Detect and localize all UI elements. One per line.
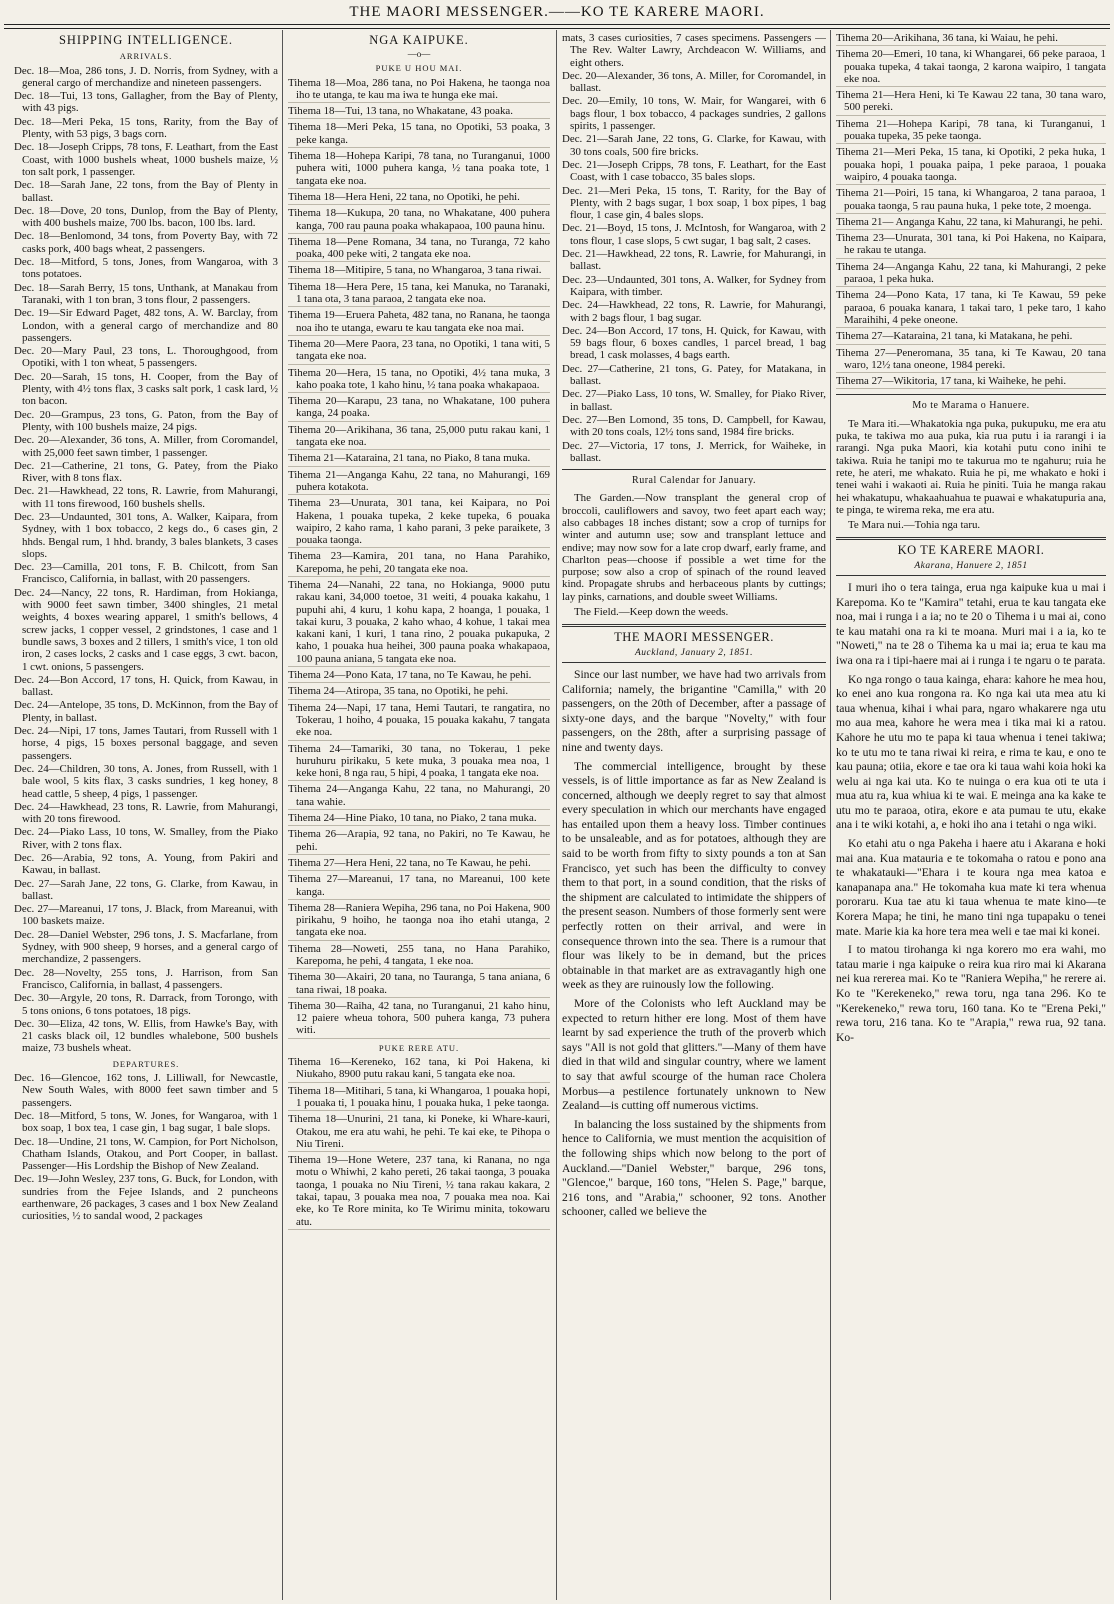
shipping-entry: Dec. 24—Bon Accord, 17 tons, H. Quick, from Kawau, in ballast.	[14, 673, 278, 699]
departures-list	[14, 1072, 278, 1223]
shipping-entry: Tihema 27—Wikitoria, 17 tana, ki Waiheke, he pehi.	[836, 375, 1106, 389]
shipping-entry: Tihema 21—Anganga Kahu, 22 tana, no Mahurangi, 169 puhera kotakota.	[288, 469, 550, 496]
english-editorial-column	[562, 32, 826, 1598]
shipping-entry: Dec. 21—Joseph Cripps, 78 tons, F. Leathart, for the East Coast, with 1 case tobacco, 35 bales slops.	[562, 158, 826, 184]
shipping-entry: Tihema 24—Hine Piako, 10 tana, no Piako, 2 tana muka.	[288, 812, 550, 826]
shipping-entry: Dec. 18—Moa, 286 tons, J. D. Norris, from Sydney, with a general cargo of merchandize and nineteen passengers.	[14, 64, 278, 89]
shipping-entry: Dec. 24—Antelope, 35 tons, D. McKinnon, from the Bay of Plenty, in ballast.	[14, 699, 278, 724]
shipping-entry: Dec. 24—Piako Lass, 10 tons, W. Smalley, from the Piako River, with 2 tons flax.	[14, 826, 278, 851]
editorial-paragraph: Since our last number, we have had two arrivals from California; namely, the brigantine "Camilla," with 20 passengers, on the 20th of December, after a passage of sixty-one days, and the barque "Novelty," with four passengers, on the 28th, after a surprising passage of nine and twenty days.	[562, 667, 826, 754]
shipping-entry: Dec. 24—Nipi, 17 tons, James Tautari, from Russell with 1 horse, 4 pigs, 15 boxes personal baggage, and seven passengers.	[14, 725, 278, 762]
arrivals-heading: PUKE U HOU MAI.	[375, 63, 463, 74]
maori-editorial-column	[836, 32, 1106, 1598]
shipping-entry: Dec. 30—Eliza, 42 tons, W. Ellis, from Hawke's Bay, with 21 casks black oil, 12 bundles whalebone, 500 bushels maize, 73 bushels wheat.	[14, 1017, 278, 1055]
editorial-paragraph: Ko nga rongo o taua kainga, ehara: kahore he mea hou, ko enei ano kua rongona ra. Ko nga kai uta mea atu ki taua whenua, kihai i whai para, ngaro whakarere nga utu mo aua mea, kahore he wera mea i tika mai ki a ratou. Kahore he utu mo te papa ki taua whenua i tenei takiwa; ko te utu mo te tana riwai ki reira, e rima te kau, e ono te kau pauna; otiia, ekore e tae ora ki taua wahi koia hoki ka welu ai nga kai uta. Ko te nuinga o era kua oti te uta i mua atu ra, kua whiua ki te wai. E meinga ana ka kake te utu mo te paraoa, otira, ekore e ata pumau te utu, ekake ana i te wiki kotahi, a, e hoki iho ana i tetahi o nga wiki.	[836, 672, 1106, 832]
shipping-entry: Dec. 19—John Wesley, 237 tons, G. Buck, for London, with sundries from the Fejee Islands, and 2 puncheons earthenware, 26 packages, 3 cases and 1 box New Zealand curiosities, ½ to sandal wood, 2 packages	[14, 1173, 278, 1223]
shipping-entry: Tihema 24—Nanahi, 22 tana, no Hokianga, 9000 putu rakau kani, 34,000 toetoe, 31 weiti, 4 pouaka kakahu, 1 pupuhi ahi, 4 kuru, 1 kohu kapa, 2 hoanga, 1 pouaka, 1 takai kuru, 3 pouaka, 2 kaho whao, 4 kohue, 1 takai mea kakani kani, 1 kuri, 1 tana rino, 2 pouaka pukapuka, 2 kaho, 1 pouaka hua heihei, 300 pauna poaka whakapaoa, 100 pauna aniana, 5 tangata eke noa.	[288, 579, 550, 667]
shipping-entry: Dec. 20—Grampus, 23 tons, G. Paton, from the Bay of Plenty, with 100 bushels maize, 24 pigs.	[14, 408, 278, 433]
shipping-entry: Tihema 20—Arikihana, 36 tana, 25,000 putu rakau kani, 1 tangata eke noa.	[288, 424, 550, 451]
rural-calendar-garden: The Garden.—Now transplant the general crop of broccoli, cauliflowers and savoy, two feet apart each way; also cabbages 18 inches distant; sow a crop of turnips for winter and autumn use; sow and transplant lettuce and endive; may now sow for a late crop dwarf, early frame, and Charlton peas—choose if possible a wet time for the purpose; sow also a crop of spinach of the round leaved kind. Propagate shrubs and herbaceous plants by cuttings; lay pinks, carnations, and double sweet Williams.	[562, 492, 826, 603]
shipping-entry: Dec. 18—Mitford, 5 tons, Jones, from Wangaroa, with 3 tons potatoes.	[14, 256, 278, 281]
shipping-entry: Dec. 16—Glencoe, 162 tons, J. Lilliwall, for Newcastle, New South Wales, with 8000 feet sawn timber and 5 passengers.	[14, 1072, 278, 1109]
shipping-entry: Tihema 20—Mere Paora, 23 tana, no Opotiki, 1 tana witi, 5 tangata eke noa.	[288, 338, 550, 365]
shipping-entry: Tihema 24—Anganga Kahu, 22 tana, no Mahurangi, 20 tana wahie.	[288, 783, 550, 810]
section-title: NGA KAIPUKE.	[369, 33, 469, 47]
shipping-entry: Dec. 19—Sir Edward Paget, 482 tons, A. W. Barclay, from London, with a general cargo of merchandize and 80 passengers.	[14, 307, 278, 344]
shipping-entry: Dec. 27—Ben Lomond, 35 tons, D. Campbell, for Kawau, with 20 tons coals, 12½ tons sand, 1984 fire bricks.	[562, 413, 826, 439]
shipping-entry: Tihema 18—Meri Peka, 15 tana, no Opotiki, 53 poaka, 3 peke kanga.	[288, 121, 550, 148]
shipping-entry: Tihema 21—Poiri, 15 tana, ki Whangaroa, 2 tana paraoa, 1 pouaka taonga, 5 rau pauna huka, 1 peke tote, 2 moenga.	[836, 187, 1106, 214]
departures-heading: PUKE RERE ATU.	[378, 1042, 460, 1053]
shipping-entry: Tihema 27—Mareanui, 17 tana, no Mareanui, 100 kete kanga.	[288, 873, 550, 900]
shipping-entry: Dec. 21—Boyd, 15 tons, J. McIntosh, for Wangaroa, with 2 tons flour, 1 case slops, 5 cwt sugar, 1 bag salt, 2 cases.	[562, 222, 826, 247]
shipping-entry: Dec. 21—Catherine, 21 tons, G. Patey, from the Piako River, with 8 tons flax.	[14, 459, 278, 485]
departures-continued-list	[562, 32, 826, 464]
shipping-entry: Dec. 28—Daniel Webster, 296 tons, J. S. Macfarlane, from Sydney, with 900 sheep, 9 horses, and a general cargo of merchandize, 2 passengers.	[14, 928, 278, 966]
masthead-rule	[4, 24, 1110, 29]
section-title: SHIPPING INTELLIGENCE.	[58, 33, 234, 47]
shipping-entry: Tihema 26—Arapia, 92 tana, no Pakiri, no Te Kawau, he pehi.	[288, 828, 550, 855]
shipping-entry: Tihema 18—Tui, 13 tana, no Whakatane, 43 poaka.	[288, 105, 550, 119]
shipping-entry: Dec. 21—Sarah Jane, 22 tons, G. Clarke, for Kawau, with 30 tons coals, 500 fire bricks.	[562, 133, 826, 158]
shipping-entry: Tihema 24—Tamariki, 30 tana, no Tokerau, 1 peke huruhuru pirikaku, 5 kete muka, 3 pouaka mea noa, 1 keke honi, 8 nga rau, 5 hipi, 4 poaka, 1 tangata eke noa.	[288, 743, 550, 782]
column-divider	[282, 30, 283, 1600]
shipping-entry: Tihema 18—Moa, 286 tana, no Poi Hakena, he taonga noa iho te utanga, te kau ma iwa te hunga eke mai.	[288, 77, 550, 104]
editorial-paragraph: In balancing the loss sustained by the shipments from hence to California, we must mention the acquisition of the following ships which now belong to the port of Auckland.—"Daniel Webster," barque, 296 tons, "Glencoe," barque, 160 tons, "Helen S. Page," barque, 216 tons, and "Arabia," schooner, 92 tons. Another schooner, called we believe the	[562, 1117, 826, 1219]
shipping-entry: Tihema 18—Unurini, 21 tana, ki Poneke, ki Whare-kauri, Otakou, me era atu wahi, he pehi. Te kai eke, te Pihopa o Niu Tireni.	[288, 1113, 550, 1152]
shipping-entry: Tihema 30—Raiha, 42 tana, no Turanganui, 21 kaho hinu, 12 paiere wheua tohora, 500 puhera kanga, 73 puhera witi.	[288, 1000, 550, 1039]
editorial-body	[562, 668, 826, 1220]
nga-kaipuke-column	[288, 32, 550, 1598]
shipping-entry: mats, 3 cases curiosities, 7 cases specimens. Passengers — The Rev. Walter Lawry, Archdeacon W. Williams, and eight others.	[562, 32, 826, 69]
column-divider	[830, 30, 831, 1600]
shipping-entry: Dec. 24—Hawkhead, 23 tons, R. Lawrie, from Mahurangi, with 20 tons firewood.	[14, 800, 278, 826]
masthead-title: THE MAORI MESSENGER.——KO TE KARERE MAORI.	[349, 4, 765, 20]
column-divider	[556, 30, 557, 1600]
shipping-entry: Tihema 27—Kataraina, 21 tana, ki Matakana, he pehi.	[836, 330, 1106, 344]
shipping-entry: Tihema 28—Raniera Wepiha, 296 tana, no Poi Hakena, 900 pirikahu, 9 hoiho, he taonga noa iho etahi utanga, 2 tangata eke noa.	[288, 902, 550, 941]
shipping-entry: Tihema 27—Hera Heni, 22 tana, no Te Kawau, he pehi.	[288, 857, 550, 871]
month-calendar-heading: Mo te Marama o Hanuere.	[912, 400, 1030, 412]
shipping-entry: Dec. 28—Novelty, 255 tons, J. Harrison, from San Francisco, California, in ballast, 4 passengers.	[14, 966, 278, 991]
departures-continued-list	[836, 32, 1106, 389]
editorial-paragraph: I muri iho o tera tainga, erua nga kaipuke kua u mai i Karepoma. Ko te "Kamira" tetahi, erua te kau tangata eke noa, mai i runga i a ia; no te 20 o Tihema i u mai ai, cono te kau matahi ona ra ki te moana. Muri mai i a ia, ko te "Noweti," na te 28 o Tihema ka u mai ia; erua te kau ma iwa ona ra i tipi-haere mai ai i runga i te ngaru o te parata.	[836, 580, 1106, 667]
divider	[836, 394, 1106, 395]
shipping-entry: Dec. 27—Piako Lass, 10 tons, W. Smalley, for Piako River, in ballast.	[562, 388, 826, 413]
shipping-entry: Dec. 20—Alexander, 36 tons, A. Miller, for Coromandel, in ballast.	[562, 69, 826, 95]
departures-list	[288, 1056, 550, 1230]
shipping-entry: Tihema 16—Kereneko, 162 tana, ki Poi Hakena, ki Niukaho, 8900 putu rakau kani, 5 tangata eke noa.	[288, 1056, 550, 1083]
shipping-entry: Dec. 24—Nancy, 22 tons, R. Hardiman, from Hokianga, with 9000 feet sawn timber, 3400 shingles, 21 metal weights, 4 boxes wearing apparel, 1 smith's bellows, 4 screw jacks, 1 copper vessel, 2 grindstones, 1 case and 1 bundle saws, 3 boxes and 2 tillers, 1 smith's vice, 1 ton old iron, 2 cases locks, 2 casks and 1 case eggs, 3 cwt. bacon, 1 cwt. onions, 5 passengers.	[14, 586, 278, 673]
shipping-entry: Dec. 18—Tui, 13 tons, Gallagher, from the Bay of Plenty, with 43 pigs.	[14, 90, 278, 115]
shipping-entry: Tihema 24—Anganga Kahu, 22 tana, ki Mahurangi, 2 peke paraoa, 1 peka huka.	[836, 261, 1106, 288]
shipping-entry: Dec. 18—Sarah Berry, 15 tons, Unthank, at Manakau from Taranaki, with 1 ton bran, 3 tons flour, 2 passengers.	[14, 281, 278, 306]
shipping-entry: Dec. 27—Catherine, 21 tons, G. Patey, for Matakana, in ballast.	[562, 362, 826, 388]
shipping-entry: Tihema 18—Hera Pere, 15 tana, kei Manuka, no Taranaki, 1 tana ota, 3 tana paraoa, 2 tangata eke noa.	[288, 281, 550, 308]
shipping-entry: Tihema 21—Hohepa Karipi, 78 tana, ki Turanganui, 1 pouaka tupeka, 35 peke taonga.	[836, 118, 1106, 145]
shipping-entry: Tihema 19—Eruera Paheta, 482 tana, no Ranana, he taonga noa iho te utanga, ewaru te kau tangata eke noa mai.	[288, 309, 550, 336]
shipping-entry: Dec. 20—Mary Paul, 23 tons, L. Thoroughgood, from Opotiki, with 1 ton wheat, 5 passengers.	[14, 345, 278, 370]
shipping-entry: Tihema 18—Kukupa, 20 tana, no Whakatane, 400 puhera kanga, 700 rau pauna poaka whakapaoa, 100 pauna hinu.	[288, 207, 550, 234]
rural-calendar-field: The Field.—Keep down the weeds.	[574, 606, 729, 619]
shipping-entry: Dec. 20—Alexander, 36 tons, A. Miller, from Coromandel, with 25,000 feet sawn timber, 1 passenger.	[14, 434, 278, 459]
shipping-entry: Dec. 18—Dove, 20 tons, Dunlop, from the Bay of Plenty, with 400 bushels maize, 700 lbs. bacon, 100 lbs. lard.	[14, 204, 278, 230]
shipping-entry: Tihema 24—Atiropa, 35 tana, no Opotiki, he pehi.	[288, 685, 550, 699]
shipping-entry: Tihema 18—Pene Romana, 34 tana, no Turanga, 72 kaho poaka, 400 peke witi, 2 tangata eke noa.	[288, 236, 550, 263]
shipping-entry: Tihema 21— Anganga Kahu, 22 tana, ki Mahurangi, he pehi.	[836, 216, 1106, 230]
shipping-entry: Dec. 18—Meri Peka, 15 tons, Rarity, from the Bay of Plenty, with 53 pigs, 3 bags corn.	[14, 115, 278, 141]
shipping-entry: Tihema 24—Napi, 17 tana, Hemi Tautari, te rangatira, no Tokerau, 1 hoiho, 4 pouaka, 15 pouaka kakahu, 7 tangata eke noa.	[288, 702, 550, 741]
arrivals-heading: ARRIVALS.	[119, 51, 173, 62]
shipping-entry: Tihema 23—Kamira, 201 tana, no Hana Parahiko, Karepoma, he pehi, 20 tangata eke noa.	[288, 550, 550, 577]
title-ornament: —o—	[407, 49, 431, 60]
shipping-entry: Tihema 18—Hera Heni, 22 tana, no Opotiki, he pehi.	[288, 191, 550, 205]
editorial-dateline: Auckland, January 2, 1851.	[562, 647, 826, 663]
editorial-dateline: Akarana, Hanuere 2, 1851	[836, 560, 1106, 576]
shipping-entry: Dec. 24—Hawkhead, 22 tons, R. Lawrie, for Mahurangi, with 2 bags flour, 1 bag sugar.	[562, 299, 826, 324]
arrivals-list	[14, 65, 278, 1055]
editorial-title: KO TE KARERE MAORI.	[897, 543, 1045, 558]
divider	[562, 624, 826, 627]
shipping-entry: Dec. 24—Bon Accord, 17 tons, H. Quick, for Kawau, with 59 bags flour, 6 boxes candles, 1 parcel bread, 1 bag bread, 1 cask molasses, 4 bags earth.	[562, 324, 826, 362]
shipping-entry: Dec. 27—Sarah Jane, 22 tons, G. Clarke, from Kawau, in ballast.	[14, 877, 278, 902]
shipping-entry: Tihema 27—Peneromana, 35 tana, ki Te Kawau, 20 tana waro, 12½ tana oneone, 1984 pereki.	[836, 347, 1106, 374]
editorial-body	[836, 581, 1106, 1045]
shipping-entry: Dec. 18—Joseph Cripps, 78 tons, F. Leathart, from the East Coast, with 1000 bushels wheat, 1000 bushels maize, ½ ton salt pork, 1 passenger.	[14, 141, 278, 178]
month-calendar-body: Te Mara iti.—Whakatokia nga puka, pukupuku, me era atu puka, te takiwa mo aua puka, kia rua putu i ia rarangi i ia rarangi. Nga puka Maori, kia kotahi putu cono inihi te takiwa. Ruia he tanipi mo te takurua mo te ngahuru; ruia he rete, he ateri, me whakato. Ruia he pi, me whakato e hoki i tenei wahi i wakaoti ai. Ruia he piniti. Tuia he manga rakau hei whakatupu, whakaahuahua te puawai e whakatupuria ana, te pinga, te wirema reka, me era atu.	[836, 417, 1106, 516]
shipping-entry: Dec. 18—Undine, 21 tons, W. Campion, for Port Nicholson, Chatham Islands, Otakou, and Port Cooper, in ballast. Passenger—His Lordship the Bishop of New Zealand.	[14, 1135, 278, 1173]
shipping-entry: Dec. 23—Camilla, 201 tons, F. B. Chilcott, from San Francisco, California, in ballast, with 20 passengers.	[14, 561, 278, 586]
shipping-entry: Tihema 24—Pono Kata, 17 tana, no Te Kawau, he pehi.	[288, 669, 550, 683]
divider	[836, 537, 1106, 540]
shipping-entry: Dec. 20—Emily, 10 tons, W. Mair, for Wangarei, with 6 bags flour, 1 box tobacco, 4 packages sundries, 2 gallons spirits, 1 passenger.	[562, 95, 826, 133]
shipping-entry: Dec. 24—Children, 30 tons, A. Jones, from Russell, with 1 bale wool, 5 kits flax, 3 casks sundries, 1 keg honey, 8 head cattle, 5 sheep, 4 pigs, 1 passenger.	[14, 762, 278, 800]
shipping-entry: Tihema 21—Meri Peka, 15 tana, ki Opotiki, 2 peka huka, 1 pouaka hopi, 1 pouaka paipa, 1 peke paraoa, 1 pouaka waipiro, 4 pouaka taonga.	[836, 146, 1106, 185]
shipping-entry: Tihema 18—Hohepa Karipi, 78 tana, no Turanganui, 1000 puhera witi, 1000 puhera kanga, ½ tana poaka tote, 1 tangata eke noa.	[288, 150, 550, 189]
shipping-entry: Tihema 21—Kataraina, 21 tana, no Piako, 8 tana muka.	[288, 452, 550, 466]
editorial-paragraph: The commercial intelligence, brought by these vessels, is of little importance as far as New Zealand is concerned, although we deeply regret to say that almost every speculation in which our merchants have engaged has entailed upon them a heavy loss. Timber continues to be unsaleable, and as for potatoes, although they are said to be worth from fifty to sixty pounds a ton at San Francisco, yet such has been the difficulty to convey them to that port, in a sound condition, that the risks of the shipment are calculated to intimidate the shippers of the present season. Numbers of those formerly sent were perfectly rotten on their arrival, and were in consequence thrown into the sea. There is a rumour that flour was likely to be in demand, but the prices obtainable in that market are as extravagantly high one week as they are ruinously low the following.	[562, 759, 826, 992]
shipping-entry: Dec. 21—Hawkhead, 22 tons, R. Lawrie, for Mahurangi, in ballast.	[562, 248, 826, 273]
shipping-entry: Tihema 18—Mitihari, 5 tana, ki Whangaroa, 1 pouaka hopi, 1 pouaka ti, 1 pouaka hinu, 1 pouaka huka, 1 peke taonga.	[288, 1085, 550, 1112]
shipping-entry: Tihema 23—Unurata, 301 tana, kei Kaipara, no Poi Hakena, 1 pouaka tupeka, 2 keke tupeka, 6 pouaka waipiro, 2 kaho rama, 1 kaho parani, 3 peke paraikete, 3 pouaka taonga.	[288, 497, 550, 548]
editorial-paragraph: More of the Colonists who left Auckland may be expected to return hither ere long. Most of them have learnt by sad experience the truth of the proverb which says "All is not gold that glitters."—Many of them have died in that wild and singular country, where we lament to say that awful scourge of the human race Cholera Morbus—a pestilence fortunately unknown to New Zealand—is cutting off numerous victims.	[562, 997, 826, 1113]
shipping-entry: Tihema 18—Mitipire, 5 tana, no Whangaroa, 3 tana riwai.	[288, 264, 550, 278]
shipping-entry: Tihema 21—Hera Heni, ki Te Kawau 22 tana, 30 tana waro, 500 pereki.	[836, 89, 1106, 116]
shipping-entry: Tihema 30—Akairi, 20 tana, no Tauranga, 5 tana aniana, 6 tana riwai, 18 poaka.	[288, 971, 550, 998]
rural-calendar-heading: Rural Calendar for January.	[632, 475, 756, 487]
shipping-entry: Dec. 21—Meri Peka, 15 tons, T. Rarity, for the Bay of Plenty, with 2 bags sugar, 1 box soap, 1 box pipes, 1 bag flour, 1 case gin, 4 bales slops.	[562, 184, 826, 222]
shipping-entry: Tihema 20—Hera, 15 tana, no Opotiki, 4½ tana muka, 3 kaho poaka tote, 1 kaho hinu, ½ tana poaka whakapaoa.	[288, 367, 550, 394]
shipping-entry: Tihema 24—Pono Kata, 17 tana, ki Te Kawau, 59 peke paraoa, 6 pouaka kanara, 1 takai taro, 1 peke taro, 1 kaho Maraihihi, 4 peke oneone.	[836, 289, 1106, 328]
shipping-entry: Tihema 20—Emeri, 10 tana, ki Whangarei, 66 peke paraoa, 1 pouaka tupeka, 4 takai taonga, 2 karona waipiro, 1 tangata eke noa.	[836, 48, 1106, 87]
arrivals-list	[288, 77, 550, 1039]
shipping-entry: Dec. 18—Benlomond, 34 tons, from Poverty Bay, with 72 casks pork, 400 bags wheat, 2 passengers.	[14, 230, 278, 255]
divider	[562, 469, 826, 470]
shipping-entry: Dec. 23—Undaunted, 301 tons, A. Walker, for Sydney from Kaipara, with timber.	[562, 273, 826, 298]
editorial-paragraph: Ko etahi atu o nga Pakeha i haere atu i Akarana e hoki mai ana. Kua matauria e te tokomaha o ratou e pono ana te whakatauki—"Ehara i te koura nga mea katoa e kanapanapa ana." He tokomaha kua mate ki tera whenua pororaru. Kua tae atu ki taua whenua te mate kino—te Korera Mapa; he tini, he mano tini nga tupapaku o tenei mate. Marie kia ka hore tera mea weli e tae mai ki konei.	[836, 837, 1106, 938]
masthead	[0, 0, 1114, 26]
shipping-entry: Tihema 23—Unurata, 301 tana, ki Poi Hakena, no Kaipara, he rakau te utanga.	[836, 232, 1106, 259]
shipping-entry: Dec. 20—Sarah, 15 tons, H. Cooper, from the Bay of Plenty, with 4½ tons flax, 3 casks salt pork, 1 cask lard, ½ ton bacon.	[14, 370, 278, 408]
editorial-paragraph: I to matou tirohanga ki nga korero mo era wahi, mo tatau marie i nga kaipuke o reira kua riro mai ki Akarana nei kua rererea mai. Ko te "Raniera Wepiha," he rerere ai. Ko te "Kerekeneko," rewa toru, nga tana 296. Ko te "Kerekeneko," rewa toru, 160 tana. Ko te "Erena Peki," rewa toru, 216 tana. Ko te "Arapia," rewa rua, 92 tana. Ko-	[836, 943, 1106, 1044]
shipping-entry: Dec. 23—Undaunted, 301 tons, A. Walker, Kaipara, from Sydney, with 1 box tobacco, 2 kegs do., 6 cases gin, 2 hhds. Bengal rum, 1 hhd. brandy, 3 bales blankets, 3 cases slops.	[14, 510, 278, 560]
shipping-entry: Dec. 18—Mitford, 5 tons, W. Jones, for Wangaroa, with 1 box soap, 1 box tea, 1 case gin, 1 bag sugar, 1 bale slops.	[14, 1109, 278, 1135]
shipping-entry: Dec. 27—Mareanui, 17 tons, J. Black, from Mareanui, with 100 baskets maize.	[14, 903, 278, 928]
shipping-intelligence-column	[14, 32, 278, 1598]
shipping-entry: Dec. 18—Sarah Jane, 22 tons, from the Bay of Plenty in ballast.	[14, 179, 278, 204]
shipping-entry: Tihema 28—Noweti, 255 tana, no Hana Parahiko, Karepoma, he pehi, 4 tangata, 1 eke noa.	[288, 943, 550, 970]
shipping-entry: Dec. 27—Victoria, 17 tons, J. Merrick, for Waiheke, in ballast.	[562, 439, 826, 464]
editorial-title: THE MAORI MESSENGER.	[614, 630, 774, 645]
shipping-entry: Tihema 19—Hone Wetere, 237 tana, ki Ranana, no nga motu o Whiwhi, 2 kaho pereti, 26 takai taonga, 3 pouaka taonga, 1 pouaka no Niu Tireni, ½ tana rakau kakara, 2 takai, tapau, 3 pouaka mea noa, 7 pouaka mea noa. Kai eke, ko Te Rore minita, ko Te Wirimu minita, tokowaru atu.	[288, 1154, 550, 1230]
shipping-entry: Tihema 20—Arikihana, 36 tana, ki Waiau, he pehi.	[836, 32, 1106, 46]
month-calendar-field: Te Mara nui.—Tohia nga taru.	[848, 519, 981, 532]
shipping-entry: Dec. 26—Arabia, 92 tons, A. Young, from Pakiri and Kawau, in ballast.	[14, 852, 278, 877]
departures-heading: DEPARTURES.	[112, 1058, 180, 1069]
shipping-entry: Dec. 21—Hawkhead, 22 tons, R. Lawrie, from Mahurangi, with 11 tons firewood, 160 bushels shells.	[14, 485, 278, 510]
shipping-entry: Tihema 20—Karapu, 23 tana, no Whakatane, 100 puhera kanga, 24 poaka.	[288, 395, 550, 422]
shipping-entry: Dec. 30—Argyle, 20 tons, R. Darrack, from Torongo, with 5 tons onions, 6 tons potatoes, 18 pigs.	[14, 992, 278, 1017]
